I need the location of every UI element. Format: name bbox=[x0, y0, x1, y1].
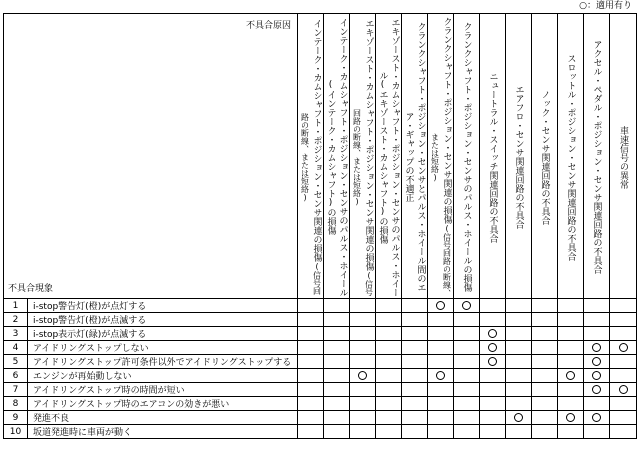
phenomenon-description: 発進不良 bbox=[28, 411, 298, 425]
matrix-cell bbox=[376, 327, 402, 341]
matrix-cell bbox=[610, 397, 637, 411]
matrix-cell bbox=[350, 383, 376, 397]
matrix-cell bbox=[480, 299, 506, 313]
matrix-cell bbox=[350, 369, 376, 383]
table-row bbox=[4, 397, 637, 411]
matrix-cell bbox=[376, 369, 402, 383]
row-number: 2 bbox=[4, 313, 28, 327]
matrix-cell bbox=[532, 411, 558, 425]
matrix-cell bbox=[324, 397, 350, 411]
applicable-circle-icon bbox=[488, 343, 497, 352]
matrix-cell bbox=[584, 341, 610, 355]
matrix-cell bbox=[454, 341, 480, 355]
matrix-cell bbox=[402, 397, 428, 411]
matrix-cell bbox=[480, 313, 506, 327]
matrix-cell bbox=[584, 369, 610, 383]
matrix-cell bbox=[532, 383, 558, 397]
table-row bbox=[4, 425, 637, 439]
matrix-cell bbox=[428, 397, 454, 411]
matrix-cell bbox=[584, 383, 610, 397]
matrix-cell bbox=[298, 313, 324, 327]
matrix-cell bbox=[324, 327, 350, 341]
matrix-cell bbox=[402, 355, 428, 369]
matrix-cell bbox=[610, 341, 637, 355]
matrix-cell bbox=[376, 383, 402, 397]
matrix-cell bbox=[610, 383, 637, 397]
matrix-cell bbox=[324, 313, 350, 327]
matrix-cell bbox=[584, 327, 610, 341]
applicable-circle-icon bbox=[592, 343, 601, 352]
matrix-cell bbox=[324, 425, 350, 439]
cause-label: インテーク・カムシャフト・ポジション・センサのパルス・ホイール(インテーク・カムシャフト)の損傷 bbox=[325, 17, 348, 297]
cause-header-3 bbox=[350, 14, 376, 299]
table-body bbox=[4, 299, 637, 439]
matrix-cell bbox=[558, 341, 584, 355]
matrix-cell bbox=[324, 369, 350, 383]
row-number: 6 bbox=[4, 369, 28, 383]
phenomenon-description: i-stop警告灯(橙)が点滅する bbox=[28, 313, 298, 327]
matrix-cell bbox=[428, 327, 454, 341]
table-row bbox=[4, 341, 637, 355]
matrix-cell bbox=[402, 411, 428, 425]
phenomenon-description: アイドリングストップしない bbox=[28, 341, 298, 355]
matrix-cell bbox=[506, 425, 532, 439]
matrix-cell bbox=[610, 411, 637, 425]
matrix-cell bbox=[584, 425, 610, 439]
applicable-circle-icon bbox=[619, 385, 628, 394]
matrix-cell bbox=[506, 355, 532, 369]
matrix-cell bbox=[298, 355, 324, 369]
matrix-cell bbox=[428, 313, 454, 327]
cause-label: エアフロ・センサ関連回路の不具合 bbox=[513, 85, 524, 229]
cause-label: ニュートラル・スイッチ関連回路の不具合 bbox=[487, 71, 498, 243]
phenomenon-description: 坂道発進時に車両が動く bbox=[28, 425, 298, 439]
matrix-cell bbox=[428, 411, 454, 425]
matrix-cell bbox=[402, 369, 428, 383]
matrix-cell bbox=[324, 341, 350, 355]
matrix-cell bbox=[428, 369, 454, 383]
table-row bbox=[4, 313, 637, 327]
matrix-cell bbox=[454, 355, 480, 369]
matrix-cell bbox=[506, 299, 532, 313]
matrix-cell bbox=[480, 327, 506, 341]
cause-sublabel: (信号回路の断線、または短絡) bbox=[352, 108, 374, 296]
matrix-cell bbox=[428, 383, 454, 397]
matrix-cell bbox=[428, 355, 454, 369]
matrix-cell bbox=[584, 299, 610, 313]
row-number: 5 bbox=[4, 355, 28, 369]
matrix-cell bbox=[506, 369, 532, 383]
matrix-cell bbox=[532, 355, 558, 369]
applicable-circle-icon bbox=[436, 371, 445, 380]
matrix-cell bbox=[480, 383, 506, 397]
matrix-cell bbox=[350, 341, 376, 355]
matrix-cell bbox=[298, 411, 324, 425]
matrix-cell bbox=[454, 397, 480, 411]
phenomenon-description: エンジンが再始動しない bbox=[28, 369, 298, 383]
cause-header-10 bbox=[532, 14, 558, 299]
matrix-cell bbox=[532, 425, 558, 439]
matrix-cell bbox=[506, 397, 532, 411]
phenomenon-description: i-stop表示灯(緑)が点滅する bbox=[28, 327, 298, 341]
matrix-cell bbox=[350, 425, 376, 439]
matrix-cell bbox=[610, 327, 637, 341]
applicable-circle-icon bbox=[619, 343, 628, 352]
cause-label: アクセル・ペダル・ポジション・センサ関連回路の不具合 bbox=[591, 40, 602, 274]
applicable-circle-icon bbox=[488, 329, 497, 338]
matrix-cell bbox=[480, 341, 506, 355]
matrix-cell bbox=[454, 369, 480, 383]
matrix-cell bbox=[324, 299, 350, 313]
cause-label: クランクシャフト・ポジション・センサ関連の損傷 bbox=[441, 17, 452, 224]
matrix-cell bbox=[402, 341, 428, 355]
cause-header-13 bbox=[610, 14, 637, 299]
matrix-cell bbox=[350, 299, 376, 313]
phenomenon-description: アイドリングストップ許可条件以外でアイドリングストップする bbox=[28, 355, 298, 369]
matrix-cell bbox=[350, 355, 376, 369]
applicable-circle-icon bbox=[592, 357, 601, 366]
cause-header-4 bbox=[376, 14, 402, 299]
row-number: 7 bbox=[4, 383, 28, 397]
phenomenon-axis-label: 不具合現象 bbox=[8, 284, 54, 294]
matrix-cell bbox=[298, 369, 324, 383]
matrix-cell bbox=[480, 355, 506, 369]
matrix-cell bbox=[610, 369, 637, 383]
matrix-cell bbox=[532, 397, 558, 411]
matrix-cell bbox=[506, 327, 532, 341]
cause-header-1 bbox=[298, 14, 324, 299]
matrix-cell bbox=[506, 383, 532, 397]
applicable-circle-icon bbox=[592, 371, 601, 380]
matrix-cell bbox=[506, 411, 532, 425]
matrix-cell bbox=[584, 313, 610, 327]
cause-label: クランクシャフト・ポジション・センサのパルス・ホイールの損傷 bbox=[461, 22, 472, 292]
cause-header-5 bbox=[402, 14, 428, 299]
matrix-cell bbox=[532, 313, 558, 327]
cause-header-2 bbox=[324, 14, 350, 299]
matrix-cell bbox=[454, 425, 480, 439]
applicable-circle-icon bbox=[566, 413, 575, 422]
applicable-circle-icon bbox=[462, 301, 471, 310]
matrix-cell bbox=[376, 299, 402, 313]
matrix-cell bbox=[298, 397, 324, 411]
phenomenon-description: アイドリングストップ時のエアコンの効きが悪い bbox=[28, 397, 298, 411]
matrix-cell bbox=[376, 411, 402, 425]
matrix-cell bbox=[584, 411, 610, 425]
table-row bbox=[4, 327, 637, 341]
matrix-cell bbox=[558, 299, 584, 313]
cause-axis-label: 不具合原因 bbox=[245, 21, 291, 31]
matrix-cell bbox=[558, 383, 584, 397]
matrix-cell bbox=[480, 425, 506, 439]
row-number: 8 bbox=[4, 397, 28, 411]
fault-matrix-table bbox=[3, 13, 637, 439]
row-number: 1 bbox=[4, 299, 28, 313]
matrix-cell bbox=[428, 299, 454, 313]
row-number: 4 bbox=[4, 341, 28, 355]
matrix-cell bbox=[350, 313, 376, 327]
cause-header-11 bbox=[558, 14, 584, 299]
matrix-cell bbox=[454, 313, 480, 327]
phenomenon-description: i-stop警告灯(橙)が点灯する bbox=[28, 299, 298, 313]
matrix-cell bbox=[480, 411, 506, 425]
cause-header-12 bbox=[584, 14, 610, 299]
matrix-cell bbox=[454, 327, 480, 341]
applicable-circle-icon bbox=[592, 385, 601, 394]
cause-header-6 bbox=[428, 14, 454, 299]
applicable-circle-icon bbox=[514, 413, 523, 422]
matrix-cell bbox=[558, 369, 584, 383]
cause-label: クランクシャフト・ポジション・センサとパルス・ホイール間のエア・ギャップの不適正 bbox=[403, 22, 426, 292]
matrix-cell bbox=[376, 313, 402, 327]
matrix-cell bbox=[376, 355, 402, 369]
applicable-circle-icon bbox=[488, 357, 497, 366]
header-row bbox=[4, 14, 637, 299]
matrix-cell bbox=[454, 383, 480, 397]
matrix-cell bbox=[402, 299, 428, 313]
matrix-cell bbox=[558, 397, 584, 411]
matrix-cell bbox=[402, 383, 428, 397]
cause-sublabel: (信号回路の断線、または短絡) bbox=[430, 132, 452, 297]
cause-label: ノック・センサ関連回路の不具合 bbox=[539, 89, 550, 225]
matrix-cell bbox=[298, 425, 324, 439]
matrix-cell bbox=[584, 355, 610, 369]
matrix-cell bbox=[610, 299, 637, 313]
applicable-circle-icon bbox=[592, 413, 601, 422]
matrix-cell bbox=[324, 355, 350, 369]
matrix-cell bbox=[324, 411, 350, 425]
cause-label: インテーク・カムシャフト・ポジション・センサ関連の損傷 bbox=[311, 19, 322, 262]
row-number: 10 bbox=[4, 425, 28, 439]
matrix-cell bbox=[558, 327, 584, 341]
matrix-cell bbox=[350, 411, 376, 425]
cause-label: スロットル・ポジション・センサ関連回路の不具合 bbox=[565, 53, 576, 261]
table-row bbox=[4, 299, 637, 313]
matrix-cell bbox=[428, 341, 454, 355]
row-number: 3 bbox=[4, 327, 28, 341]
matrix-cell bbox=[298, 341, 324, 355]
matrix-cell bbox=[324, 383, 350, 397]
cause-header-8 bbox=[480, 14, 506, 299]
matrix-cell bbox=[376, 341, 402, 355]
legend-note: ○：適用有り bbox=[579, 1, 632, 11]
matrix-cell bbox=[506, 341, 532, 355]
phenomenon-description: アイドリングストップ時の時間が短い bbox=[28, 383, 298, 397]
matrix-cell bbox=[480, 397, 506, 411]
header-corner bbox=[4, 14, 298, 299]
cause-header-7 bbox=[454, 14, 480, 299]
matrix-cell bbox=[610, 313, 637, 327]
matrix-cell bbox=[376, 425, 402, 439]
matrix-cell bbox=[558, 313, 584, 327]
matrix-cell bbox=[584, 397, 610, 411]
matrix-cell bbox=[402, 327, 428, 341]
cause-label: エキゾースト・カムシャフト・ポジション・センサ関連の損傷 bbox=[363, 18, 374, 271]
table-row bbox=[4, 411, 637, 425]
matrix-cell bbox=[402, 425, 428, 439]
matrix-cell bbox=[506, 313, 532, 327]
matrix-cell bbox=[402, 313, 428, 327]
cause-label: エキゾースト・カムシャフト・ポジション・センサのパルス・ホイール(エキゾースト・カムシャフト)の損傷 bbox=[377, 17, 400, 297]
matrix-cell bbox=[428, 425, 454, 439]
matrix-cell bbox=[558, 355, 584, 369]
matrix-cell bbox=[532, 341, 558, 355]
matrix-cell bbox=[298, 299, 324, 313]
matrix-cell bbox=[532, 327, 558, 341]
cause-label: 車速信号の異常 bbox=[618, 125, 628, 189]
applicable-circle-icon bbox=[436, 301, 445, 310]
cause-sublabel: (信号回路の断線、または短絡) bbox=[300, 112, 322, 295]
matrix-cell bbox=[376, 397, 402, 411]
applicable-circle-icon bbox=[566, 371, 575, 380]
matrix-cell bbox=[298, 383, 324, 397]
matrix-cell bbox=[298, 327, 324, 341]
matrix-cell bbox=[558, 425, 584, 439]
matrix-cell bbox=[350, 327, 376, 341]
table-row bbox=[4, 369, 637, 383]
matrix-cell bbox=[350, 397, 376, 411]
matrix-cell bbox=[610, 425, 637, 439]
matrix-cell bbox=[558, 411, 584, 425]
matrix-cell bbox=[454, 411, 480, 425]
matrix-cell bbox=[480, 369, 506, 383]
applicable-circle-icon bbox=[358, 371, 367, 380]
matrix-cell bbox=[532, 299, 558, 313]
cause-header-9 bbox=[506, 14, 532, 299]
matrix-cell bbox=[610, 355, 637, 369]
row-number: 9 bbox=[4, 411, 28, 425]
table-row bbox=[4, 355, 637, 369]
table-row bbox=[4, 383, 637, 397]
matrix-cell bbox=[532, 369, 558, 383]
matrix-cell bbox=[454, 299, 480, 313]
